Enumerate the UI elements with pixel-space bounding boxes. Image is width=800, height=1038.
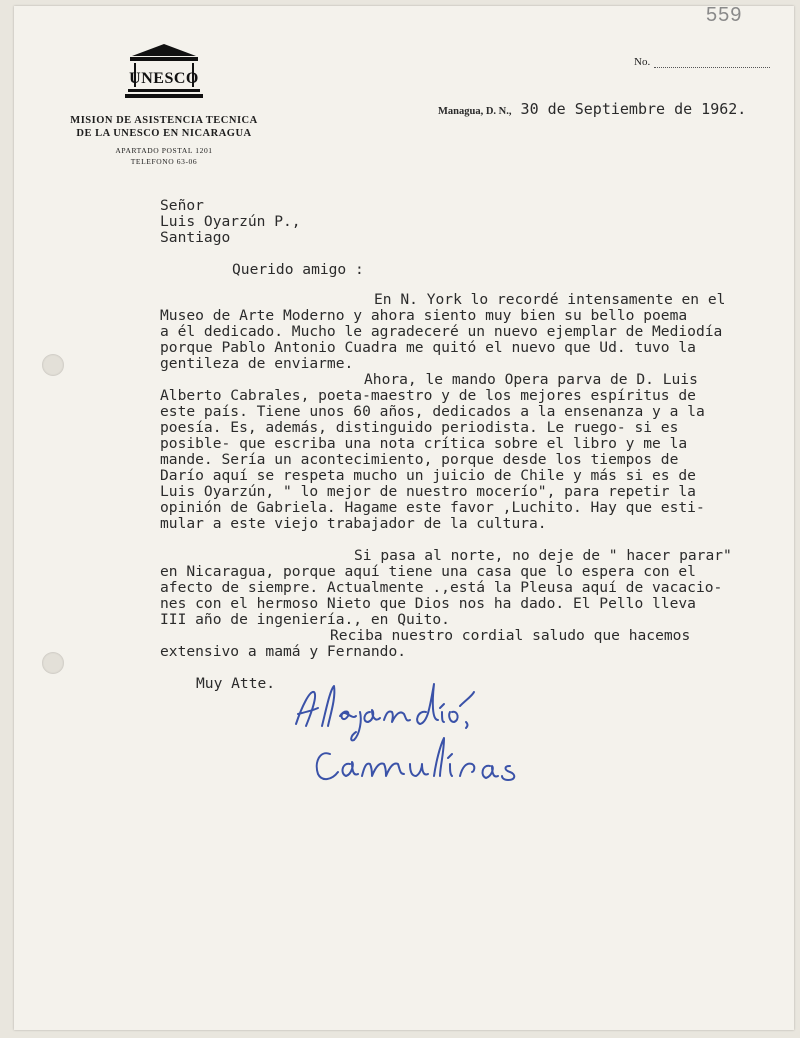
number-line bbox=[654, 67, 770, 68]
p3-line: afecto de siempre. Actualmente .,está la Pleusa aquí de vacacio- bbox=[160, 579, 723, 596]
greeting: Querido amigo : bbox=[232, 261, 364, 278]
p1-line: gentileza de enviarme. bbox=[160, 355, 354, 372]
p2-line: mular a este viejo trabajador de la cultura. bbox=[160, 515, 547, 532]
p2-line: Alberto Cabrales, poeta-maestro y de los mejores espíritus de bbox=[160, 387, 696, 404]
p2-line: Luis Oyarzún, " lo mejor de nuestro mocerío", para repetir la bbox=[160, 483, 696, 500]
addressee-title: Señor bbox=[160, 197, 204, 214]
p3-line: en Nicaragua, porque aquí tiene una casa que lo espera con el bbox=[160, 563, 696, 580]
handwritten-signature bbox=[288, 676, 618, 796]
addressee-city: Santiago bbox=[160, 229, 231, 246]
p4-line: extensivo a mamá y Fernando. bbox=[160, 643, 407, 660]
punch-hole-bottom bbox=[42, 652, 64, 674]
p3-line: III año de ingeniería., en Quito. bbox=[160, 611, 450, 628]
logo-text: UNESCO bbox=[129, 70, 199, 87]
punch-hole-top bbox=[42, 354, 64, 376]
p2-line: mande. Sería un acontecimiento, porque desde los tiempos de bbox=[160, 451, 679, 468]
signature-line-2: Carmelias bbox=[318, 786, 324, 787]
org-address: APARTADO POSTAL 1201 bbox=[115, 146, 213, 155]
addressee-name: Luis Oyarzún P., bbox=[160, 213, 301, 230]
p1-line: porque Pablo Antonio Cuadra me quitó el nuevo que Ud. tuvo la bbox=[160, 339, 696, 356]
p3-line: nes con el hermoso Nieto que Dios nos ha dado. El Pello lleva bbox=[160, 595, 696, 612]
p2-line: opinión de Gabriela. Hagame este favor ,Luchito. Hay que esti- bbox=[160, 499, 705, 516]
date-place: Managua, D. N., bbox=[438, 106, 512, 117]
number-label: No. bbox=[634, 56, 651, 68]
unesco-logo bbox=[124, 42, 204, 102]
p2-line: Darío aquí se respeta mucho un juicio de Chile y más si es de bbox=[160, 467, 696, 484]
org-line-2: DE LA UNESCO EN NICARAGUA bbox=[76, 128, 252, 139]
dateline bbox=[438, 100, 746, 118]
p1-line: a él dedicado. Mucho le agradeceré un nuevo ejemplar de Mediodía bbox=[160, 323, 723, 340]
date-value: 30 de Septiembre de 1962. bbox=[520, 100, 747, 118]
p2-line: poesía. Es, además, distinguido periodista. Le ruego- si es bbox=[160, 419, 679, 436]
org-line-1: MISION DE ASISTENCIA TECNICA bbox=[70, 115, 258, 126]
p3-line: Si pasa al norte, no deje de " hacer parar" bbox=[354, 547, 732, 564]
closing: Muy Atte. bbox=[196, 675, 276, 692]
p1-line: En N. York lo recordé intensamente en el bbox=[374, 291, 726, 308]
organization-block bbox=[40, 114, 288, 167]
signature-line-1: Alejandro bbox=[298, 736, 304, 737]
p2-line: posible- que escriba una nota crítica sobre el libro y me la bbox=[160, 435, 688, 452]
p2-line: este país. Tiene unos 60 años, dedicados a la ensenanza y a la bbox=[160, 403, 705, 420]
archive-number: 559 bbox=[706, 4, 743, 26]
p2-line: Ahora, le mando Opera parva de D. Luis bbox=[364, 371, 698, 388]
org-phone: TELEFONO 63-06 bbox=[130, 157, 198, 166]
p1-line: Museo de Arte Moderno y ahora siento muy bien su bello poema bbox=[160, 307, 688, 324]
p4-line: Reciba nuestro cordial saludo que hacemos bbox=[330, 627, 691, 644]
